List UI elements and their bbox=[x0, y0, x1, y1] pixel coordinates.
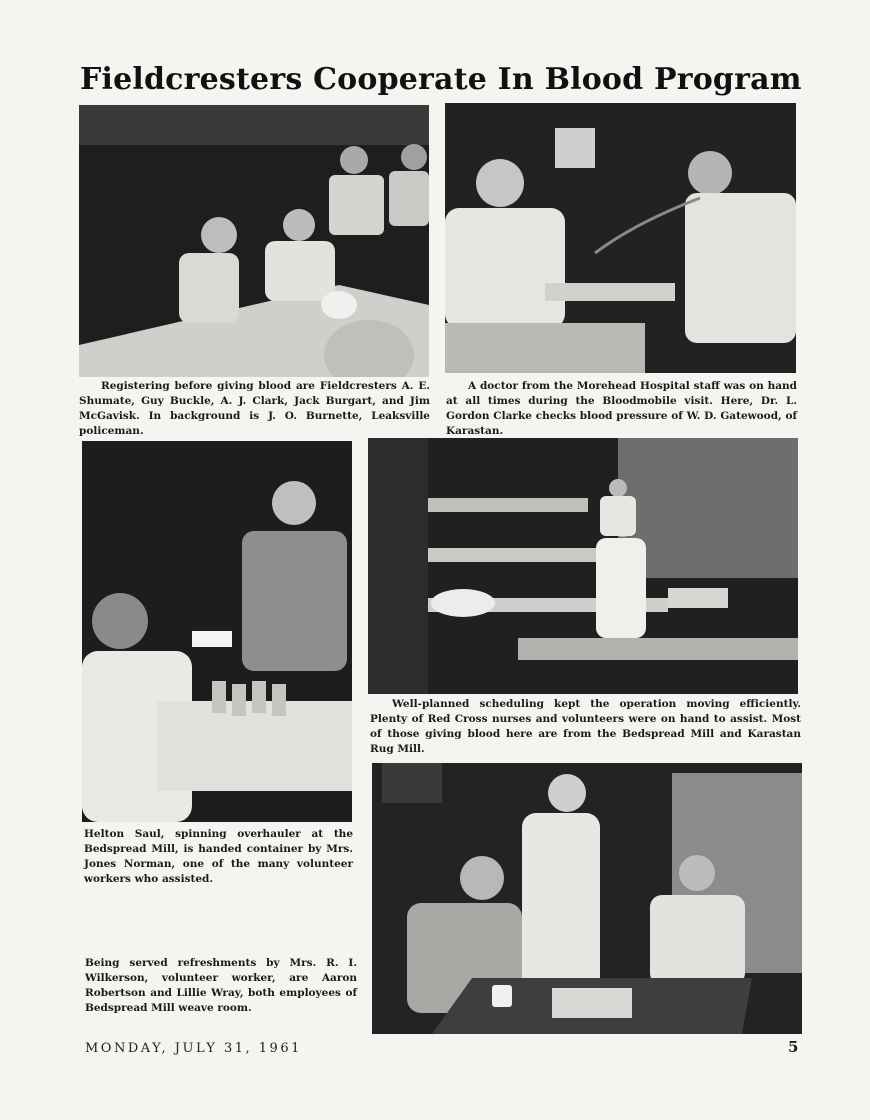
caption-container: Helton Saul, spinning overhauler at the Bedspread Mill, is handed container by Mrs. Jones Norman, one of the many volunteer workers who assisted. bbox=[84, 828, 353, 885]
page-number: 5 bbox=[788, 1038, 799, 1056]
photo-scheduling bbox=[368, 438, 798, 694]
photo-refreshments bbox=[372, 763, 802, 1034]
caption-scheduling: Well-planned scheduling kept the operation moving efficiently. Plenty of Red Cross nurses and volunteers were on hand to assist. Most of those giving blood here are from the Bedspread Mill and Karastan Rug Mill. bbox=[370, 698, 801, 755]
photo-container bbox=[82, 441, 352, 822]
photo-registering bbox=[79, 105, 429, 377]
caption-registering: Registering before giving blood are Fieldcresters A. E. Shumate, Guy Buckle, A. J. Clark, Jack Burgart, and Jim McGavisk. In background is J. O. Burnette, Leaksville policeman. bbox=[79, 380, 430, 437]
issue-date: MONDAY, JULY 31, 1961 bbox=[85, 1041, 302, 1056]
caption-doctor: A doctor from the Morehead Hospital staff was on hand at all times during the Bloodmobile visit. Here, Dr. L. Gordon Clarke checks blood pressure of W. D. Gatewood, of Karastan. bbox=[446, 380, 797, 437]
page-headline: Fieldcresters Cooperate In Blood Program bbox=[80, 62, 802, 97]
caption-refreshments: Being served refreshments by Mrs. R. I. Wilkerson, volunteer worker, are Aaron Robertson and Lillie Wray, both employees of Bedspread Mill weave room. bbox=[85, 957, 357, 1014]
photo-doctor bbox=[445, 103, 796, 373]
